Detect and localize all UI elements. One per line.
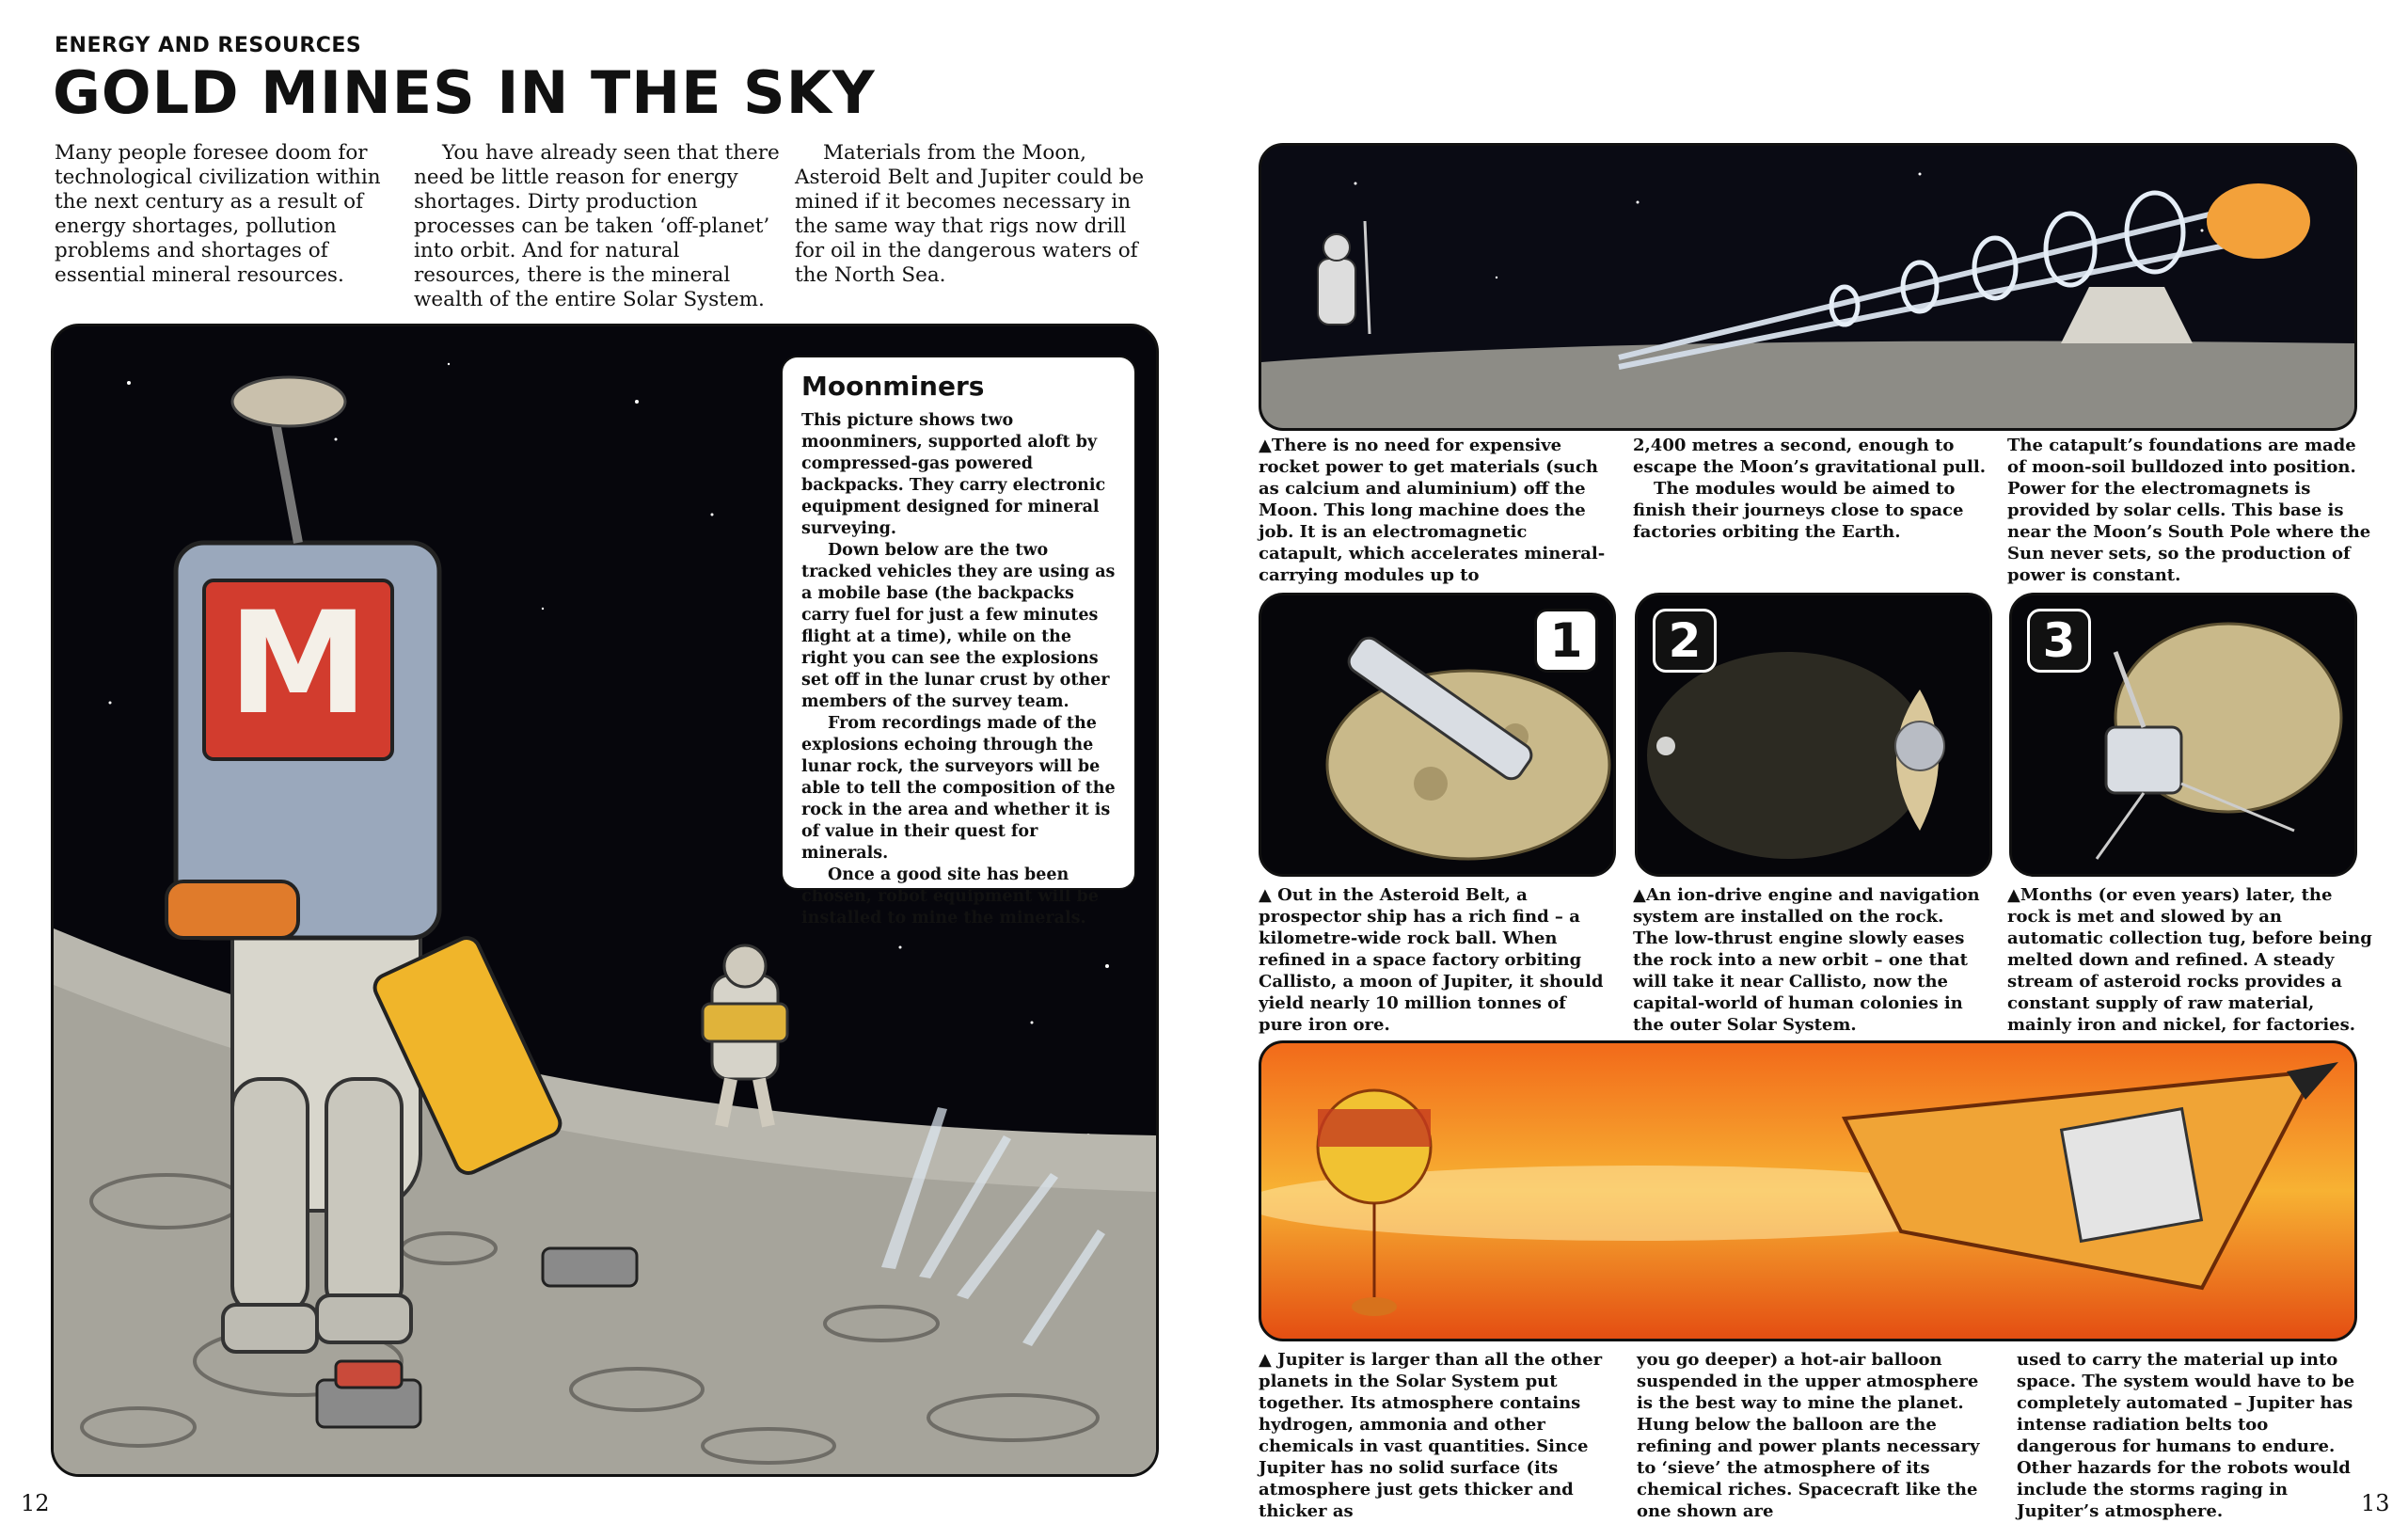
intro-col-3: Materials from the Moon, Asteroid Belt and Jupiter could be mined if it becomes necessary in the same way that rigs now drill for oil in the dangerous waters of the North Sea.: [795, 141, 1145, 287]
asteroid-caption-2a: ▲An ion-drive engine and navigation system are installed on the rock.: [1633, 885, 1980, 927]
moonminers-p4: Once a good site has been chosen, robot equipment will be installed to mine the minerals.: [801, 865, 1099, 928]
intro-col-1: Many people foresee doom for technological civilization within the next century as a result of energy shortages, pollution problems and shortages of essential mineral resources.: [55, 141, 381, 287]
jupiter-illustration: [1259, 1040, 2357, 1341]
asteroid-caption-2: [1633, 884, 1990, 1036]
moonminers-p3: From recordings made of the explosions echoing through the lunar rock, the surveyors will be able to tell the composition of the rock in the area and whether it is of value in their quest for minerals.: [801, 714, 1116, 863]
jupiter-caption-1: ▲ Jupiter is larger than all the other planets in the Solar System put together. Its atmosphere contains hydrogen, ammonia and other chemicals in vast quantities. Since Jupiter has no solid surface (its atmosphere just gets thicker and thicker as: [1259, 1350, 1603, 1521]
catapult-caption-2: [1633, 435, 1990, 543]
panel-number-3: 3: [2027, 609, 2091, 673]
ion-drive-glow: [1656, 737, 1675, 755]
launched-module-glow: [2207, 183, 2310, 259]
moonminers-p2: Down below are the two tracked vehicles they are using as a mobile base (the backpacks carry fuel for just a few minutes flight at a time), while on the right you can see the explosions set off in the lunar crust by other members of the survey team.: [801, 541, 1116, 711]
asteroid-caption-3: ▲Months (or even years) later, the rock is met and slowed by an automatic collection tug, before being melted down and refined. A steady stream of asteroid rocks provides a constant supply of raw material, mainly iron and nickel, for factories.: [2007, 885, 2372, 1035]
jupiter-caption-3: used to carry the material up into space. The system would have to be completely automated – Jupiter has intense radiation belts too dangerous for humans to endure. Other hazards for the robots would include the storms raging in Jupiter’s atmosphere.: [2017, 1350, 2355, 1521]
page-number-right: 13: [2361, 1490, 2390, 1516]
asteroid-panel-1: [1259, 593, 1616, 877]
jupiter-caption-2: you go deeper) a hot-air balloon suspended in the upper atmosphere is the best way to mine the planet. Hung below the balloon are the refining and power plants necessary to ‘sieve’ the atmosphere of its chemical riches. Spacecraft like the one shown are: [1637, 1350, 1980, 1521]
moonminers-title: Moonminers: [801, 371, 985, 402]
moon-ground: [1261, 341, 2354, 429]
catapult-illustration: [1259, 143, 2357, 431]
intro-col-2: You have already seen that there need be little reason for energy shortages. Dirty production processes can be taken ‘off-planet’ into orbit. And for natural resources, there is the mineral wealth of the entire Solar System.: [414, 141, 780, 311]
collection-tug: [2106, 727, 2181, 793]
page-number-left: 12: [21, 1490, 50, 1516]
panel-number-2: 2: [1653, 609, 1717, 673]
asteroid-caption-1: ▲ Out in the Asteroid Belt, a prospector ship has a rich find – a kilometre-wide rock ball. When refined in a space factory orbiting Callisto, a moon of Jupiter, it should yield nearly 10 million tonnes of pure iron ore.: [1259, 885, 1604, 1035]
moonminers-p1: This picture shows two moonminers, supported aloft by compressed-gas powered backpacks. They carry electronic equipment designed for mineral surveying.: [801, 411, 1106, 538]
section-label: ENERGY AND RESOURCES: [55, 34, 362, 57]
asteroid-caption-2b: The low-thrust engine slowly eases the rock into a new orbit – one that will take it near Callisto, now the capital-world of human colonies in the outer Solar System.: [1633, 928, 1969, 1035]
panel-number-1: 1: [1534, 609, 1598, 673]
catapult-caption-2b: The modules would be aimed to finish their journeys close to space factories orbiting the Earth.: [1633, 479, 1964, 542]
catapult-caption-3: The catapult’s foundations are made of moon-soil bulldozed into position. Power for the electromagnets is provided by solar cells. This base is near the Moon’s South Pole where the Sun never sets, so the production of power is constant.: [2007, 436, 2371, 585]
moonminers-infobox: [781, 356, 1136, 928]
page-title: GOLD MINES IN THE SKY: [53, 58, 876, 127]
catapult-caption-2a: 2,400 metres a second, enough to escape the Moon’s gravitational pull.: [1633, 436, 1986, 477]
backpack-letter: M: [228, 582, 369, 746]
asteroid-panel-3: [2009, 593, 2357, 877]
callisto-moon: [1895, 722, 1944, 770]
catapult-caption-1: ▲There is no need for expensive rocket power to get materials (such as calcium and aluminium) off the Moon. This long machine does the job. It is an electromagnetic catapult, which accelerates mineral-carrying modules up to: [1259, 436, 1606, 585]
asteroid-panel-2: [1635, 593, 1992, 877]
